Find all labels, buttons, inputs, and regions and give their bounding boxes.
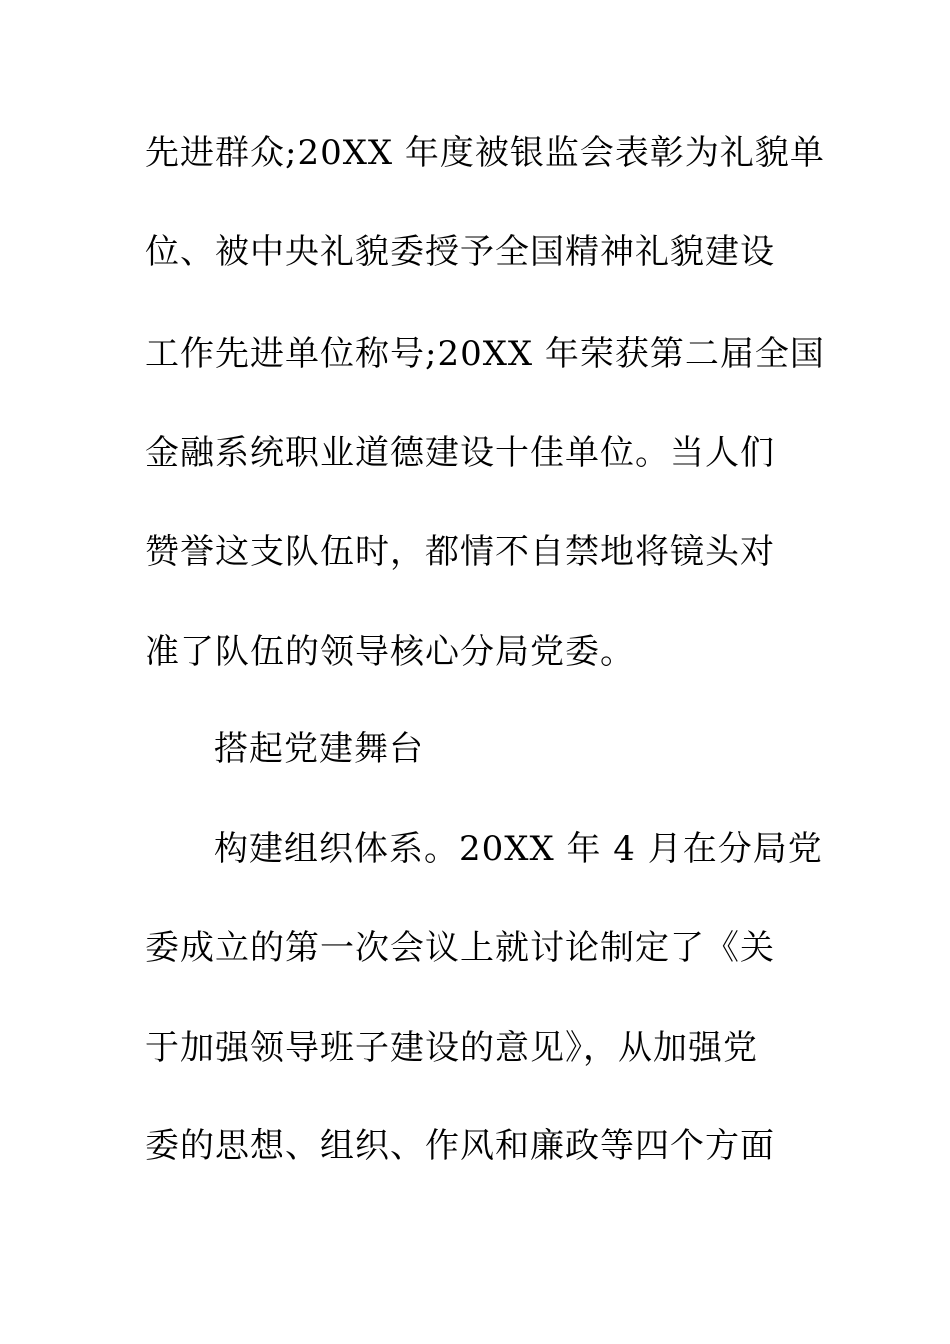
text-line: 于加强领导班子建设的意见》，从加强党 bbox=[145, 1028, 758, 1068]
text-line: 准了队伍的领导核心分局党委。 bbox=[145, 632, 635, 672]
text-line: 金融系统职业道德建设十佳单位。当人们 bbox=[145, 433, 775, 473]
text-line: 先进群众;20XX 年度被银监会表彰为礼貌单 bbox=[145, 133, 825, 173]
section-heading: 搭起党建舞台 bbox=[214, 729, 424, 769]
text-line: 工作先进单位称号;20XX 年荣获第二届全国 bbox=[145, 334, 825, 374]
paragraph-first-line: 构建组织体系。20XX 年 4 月在分局党 bbox=[214, 829, 823, 869]
text-line: 委成立的第一次会议上就讨论制定了《关 bbox=[145, 928, 775, 968]
text-line: 赞誉这支队伍时，都情不自禁地将镜头对 bbox=[145, 532, 775, 572]
text-line: 委的思想、组织、作风和廉政等四个方面 bbox=[145, 1126, 775, 1166]
text-line: 位、被中央礼貌委授予全国精神礼貌建设 bbox=[145, 232, 775, 272]
